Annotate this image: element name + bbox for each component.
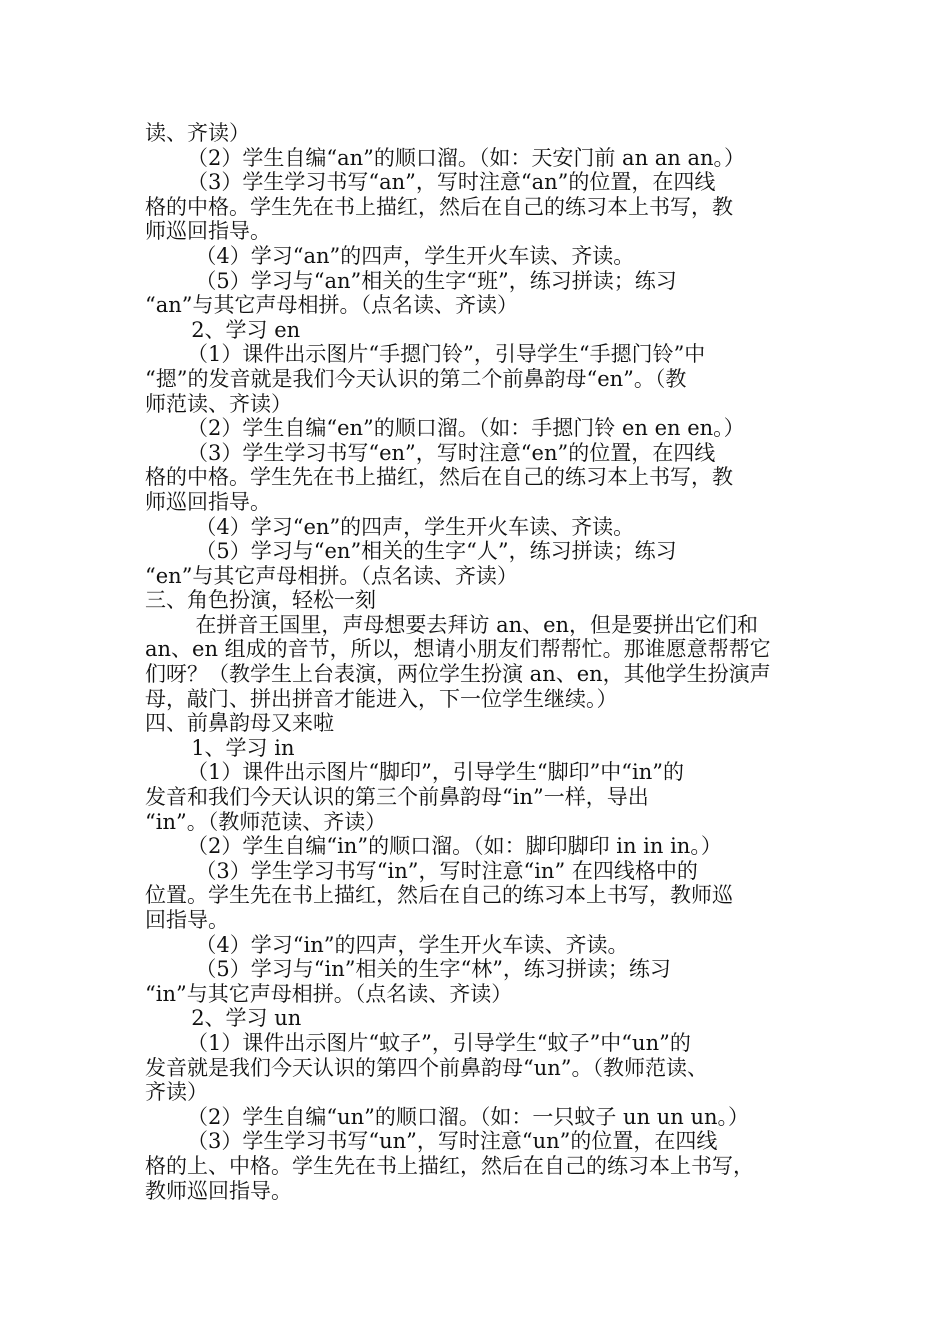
text-line: （3）学生学习书写“en”，写时注意“en”的位置，在四线 xyxy=(187,440,716,465)
text-line: （1）课件出示图片“脚印”，引导学生“脚印”中“in”的 xyxy=(187,760,685,785)
text-line: “摁”的发音就是我们今天认识的第二个前鼻韵母“en”。（教 xyxy=(145,366,687,391)
text-line: （1）课件出示图片“手摁门铃”，引导学生“手摁门铃”中 xyxy=(187,342,706,367)
text-line: （1）课件出示图片“蚊子”，引导学生“蚊子”中“un”的 xyxy=(187,1030,691,1055)
text-line: （3）学生学习书写“an”，写时注意“an”的位置，在四线 xyxy=(187,170,716,195)
text-line: 教师巡回指导。 xyxy=(145,1178,292,1203)
text-line: （4）学习“en”的四声，学生开火车读、齐读。 xyxy=(195,514,635,539)
document-body xyxy=(145,121,807,1203)
text-line: 读、齐读） xyxy=(145,121,250,145)
text-line: 回指导。 xyxy=(145,908,229,932)
text-line: “in”与其它声母相拼。（点名读、齐读） xyxy=(145,981,513,1006)
text-line: 师巡回指导。 xyxy=(145,219,271,244)
text-line: （2）学生自编“an”的顺口溜。（如：天安门前 an an an。） xyxy=(187,145,746,170)
text-line: 师巡回指导。 xyxy=(145,489,271,514)
text-line: 在拼音王国里，声母想要去拜访 an、en，但是要拼出它们和 xyxy=(195,612,759,637)
text-line: （4）学习“an”的四声，学生开火车读、齐读。 xyxy=(195,243,635,268)
text-line: （2）学生自编“en”的顺口溜。（如：手摁门铃 en en en。） xyxy=(187,416,745,441)
text-line: 格的中格。学生先在书上描红，然后在自己的练习本上书写，教 xyxy=(145,465,733,490)
text-line: （2）学生自编“un”的顺口溜。（如：一只蚊子 un un un。） xyxy=(187,1104,750,1129)
text-line: （3）学生学习书写“un”，写时注意“un”的位置，在四线 xyxy=(187,1129,718,1154)
text-line: 1、学习 in xyxy=(191,735,295,760)
text-line: （5）学习与“en”相关的生字“人”，练习拼读；练习 xyxy=(195,539,677,564)
text-line: 发音就是我们今天认识的第四个前鼻韵母“un”。（教师范读、 xyxy=(145,1055,709,1080)
text-line: an、en 组成的音节，所以，想请小朋友们帮帮忙。那谁愿意帮帮它 xyxy=(145,637,771,662)
text-line: 母，敲门、拼出拼音才能进入，下一位学生继续。） xyxy=(145,686,618,711)
text-line: 格的上、中格。学生先在书上描红，然后在自己的练习本上书写， xyxy=(145,1153,754,1178)
text-line: 三、角色扮演，轻松一刻 xyxy=(145,588,376,613)
text-line: 位置。学生先在书上描红，然后在自己的练习本上书写，教师巡 xyxy=(145,883,733,908)
text-line: 师范读、齐读） xyxy=(145,391,292,416)
text-line: 格的中格。学生先在书上描红，然后在自己的练习本上书写，教 xyxy=(145,194,733,219)
text-line: “en”与其它声母相拼。（点名读、齐读） xyxy=(145,563,518,588)
text-line: （5）学习与“an”相关的生字“班”，练习拼读；练习 xyxy=(195,268,677,293)
text-line: （3）学生学习书写“in”，写时注意“in” 在四线格中的 xyxy=(195,858,698,883)
text-line: （2）学生自编“in”的顺口溜。（如：脚印脚印 in in in。） xyxy=(187,834,722,859)
text-line: （4）学习“in”的四声，学生开火车读、齐读。 xyxy=(195,932,629,957)
text-line: “an”与其它声母相拼。（点名读、齐读） xyxy=(145,293,519,318)
text-line: 们呀？（教学生上台表演，两位学生扮演 an、en，其他学生扮演声 xyxy=(145,662,771,687)
text-line: 2、学习 un xyxy=(191,1006,302,1031)
text-line: 发音和我们今天认识的第三个前鼻韵母“in”一样，导出 xyxy=(145,785,649,810)
text-line: 2、学习 en xyxy=(191,317,301,342)
text-line: 齐读） xyxy=(145,1080,208,1105)
text-line: 四、前鼻韵母又来啦 xyxy=(145,711,334,736)
text-line: （5）学习与“in”相关的生字“林”，练习拼读；练习 xyxy=(195,957,671,982)
text-line: “in”。（教师范读、齐读） xyxy=(145,809,387,834)
